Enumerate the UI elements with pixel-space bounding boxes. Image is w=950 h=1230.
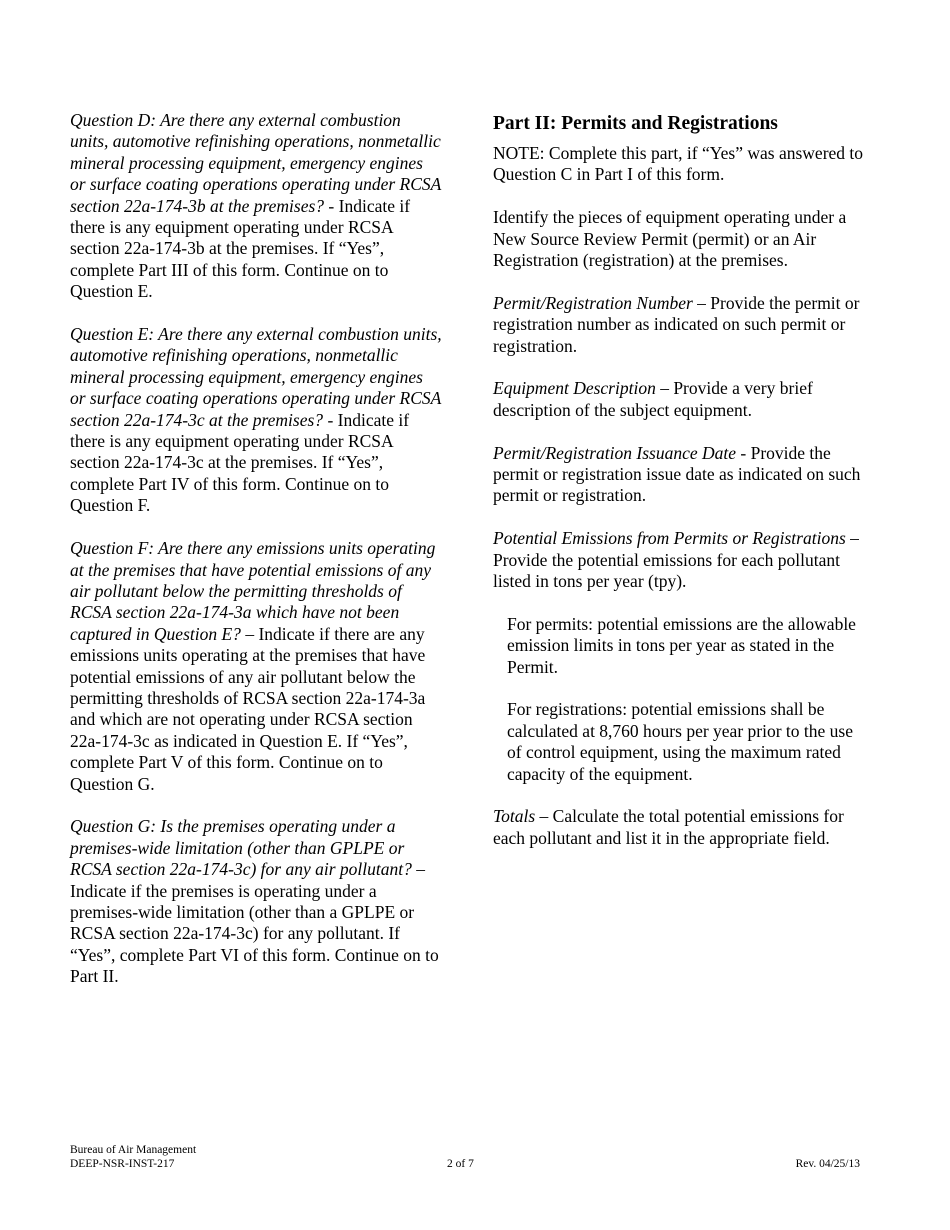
question-f [70,538,442,795]
question-g-text: Question G: Is the premises operating under a premises-wide limitation (other than GPLPE or RCSA section 22a-174-3c) for any air pollutant? [70,816,412,880]
question-f-text: Question F: Are there any emissions units operating at the premises that have potential emissions of any air pollutant below the permitting thresholds of RCSA section 22a-174-3a which have not been captured in Question E? [70,538,436,644]
left-column [70,110,442,1009]
question-g [70,816,442,987]
permit-number-term: Permit/Registration Number [493,292,693,313]
totals-term: Totals [493,806,536,827]
equipment-description-term: Equipment Description [493,378,656,399]
permit-number-text: – Provide the permit or registration number as indicated on such permit or registration. [493,292,860,356]
question-e-text: Question E: Are there any external combustion units, automotive refinishing operations, nonmetallic mineral processing equipment, emergency engines or surface coating operations operating under RCSA section 22a-174-3c at the premises? [70,324,442,430]
right-column [493,110,865,871]
potential-emissions-text: – Provide the potential emissions for each pollutant listed in tons per year (tpy). [493,528,859,592]
question-e-instruction: - Indicate if there is any equipment operating under RCSA section 22a-174-3c at the premises. If “Yes”, complete Part IV of this form. Continue on to Question F. [70,409,410,516]
potential-emissions-term: Potential Emissions from Permits or Registrations [493,528,846,549]
totals-text: – Calculate the total potential emissions for each pollutant and list it in the appropriate field. [493,806,844,848]
potential-emissions-instruction [493,528,865,592]
footer-revision: Rev. 04/25/13 [795,1157,860,1170]
question-g-instruction: – Indicate if the premises is operating under a premises-wide limitation (other than a GPLPE or RCSA section 22a-174-3c) for any pollutant. If “Yes”, complete Part VI of this form. Continue on to Part II. [70,859,439,987]
equipment-description-text: – Provide a very brief description of the subject equipment. [493,378,813,420]
question-d-instruction: Indicate if there is any equipment operating under RCSA section 22a-174-3b at the premises. If “Yes”, complete Part III of this form. Continue on to Question E. [70,195,411,302]
totals-instruction [493,806,865,849]
issuance-date-instruction [493,443,865,507]
question-d [70,110,442,303]
equipment-description-instruction [493,378,865,421]
footer-doc-id: DEEP-NSR-INST-217 [70,1157,175,1170]
part-ii-note: NOTE: Complete this part, if “Yes” was answered to Question C in Part I of this form. [493,143,864,185]
permit-number-instruction [493,293,865,357]
permits-note: For permits: potential emissions are the allowable emission limits in tons per year as stated in the Permit. [507,613,856,677]
issuance-date-text: - Provide the permit or registration issue date as indicated on such permit or registration. [493,442,861,506]
question-d-text: Question D: Are there any external combustion units, automotive refinishing operations, nonmetallic mineral processing equipment, emergency engines or surface coating operations operating under RCSA section 22a-174-3b at the premises? - [70,110,442,216]
question-e [70,324,442,517]
identify-equipment: Identify the pieces of equipment operating under a New Source Review Permit (permit) or an Air Registration (registration) at the premises. [493,207,847,271]
issuance-date-term: Permit/Registration Issuance Date [493,442,737,463]
question-f-instruction: – Indicate if there are any emissions units operating at the premises that have potential emissions of any air pollutant below the permitting thresholds of RCSA section 22a-174-3a and which are not operating under RCSA section 22a-174-3c as indicated in Question E. If “Yes”, complete Part V of this form. Continue on to Question G. [70,623,426,794]
registrations-note: For registrations: potential emissions shall be calculated at 8,760 hours per year prior to the use of control equipment, using the maximum rated capacity of the equipment. [507,699,853,784]
footer-page-number: 2 of 7 [447,1157,474,1170]
part-ii-heading: Part II: Permits and Registrations [493,113,778,134]
footer-left [70,1144,196,1171]
footer-bureau: Bureau of Air Management [70,1144,197,1156]
